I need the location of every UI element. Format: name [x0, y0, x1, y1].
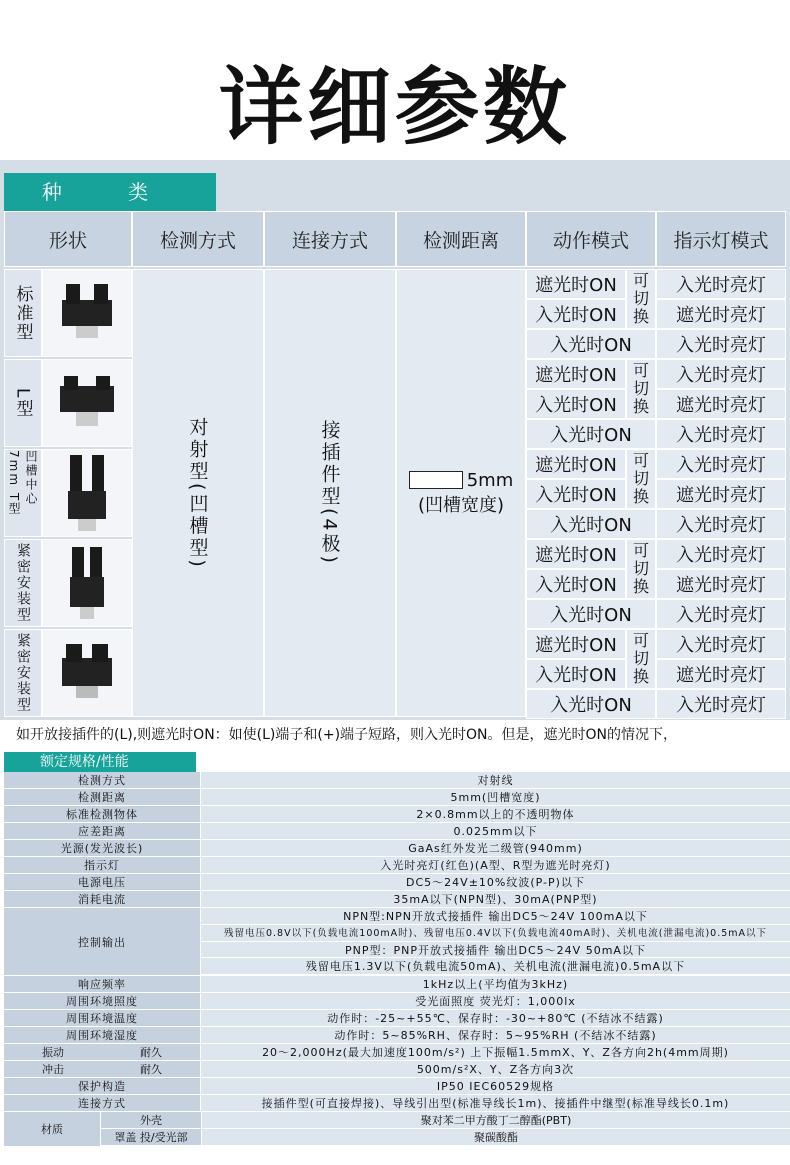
spec-value: 接插件型(可直接焊接)、导线引出型(标准导线长1m)、接插件中继型(标准导线长0.1m): [201, 1095, 790, 1112]
connection-method-text: 接插件型(4极): [318, 420, 341, 566]
switchable-cell: [626, 359, 656, 419]
spec-row: [4, 993, 790, 1010]
spec-key: 连接方式: [4, 1095, 201, 1112]
spec-row-shock: [4, 1061, 790, 1078]
spec-key: 消耗电流: [4, 891, 201, 908]
spec-key-pair: [4, 1061, 201, 1078]
spec-value: 动作时：-25~+55℃、保存时：-30~+80℃ (不结冰不结露): [201, 1010, 790, 1027]
mode-cell: 入光时ON: [526, 569, 626, 599]
mode-cell: 遮光时ON: [526, 269, 626, 299]
mode-cell: 入光时ON: [526, 689, 656, 719]
spec-value: DC5～24V±10%纹波(P-P)以下: [201, 874, 790, 891]
detection-distance-note: (凹槽宽度): [417, 494, 505, 516]
spec-key: 检测距离: [4, 789, 201, 806]
indicator-cell: 遮光时亮灯: [656, 569, 786, 599]
spec-value: 对射线: [201, 772, 790, 789]
spec-row: [4, 976, 790, 993]
mode-cell: 遮光时ON: [526, 359, 626, 389]
spec-row: [4, 823, 790, 840]
spec-key: 周围环境照度: [4, 993, 201, 1010]
indicator-cell: 入光时亮灯: [656, 509, 786, 539]
indicator-cell: 入光时亮灯: [656, 329, 786, 359]
mode-cell: 入光时ON: [526, 329, 656, 359]
mode-cell: 遮光时ON: [526, 539, 626, 569]
spec-value: 1kHz以上(平均值为3kHz): [201, 976, 790, 993]
spec-key: 材质: [4, 1112, 101, 1146]
switchable-cell: [626, 269, 656, 329]
spec-tab: 额定规格/性能: [4, 752, 196, 772]
header-shape: 形状: [4, 211, 132, 267]
spec-value: 2×0.8mm以上的不透明物体: [201, 806, 790, 823]
spec-row: [4, 1078, 790, 1095]
spec-key: 周围环境湿度: [4, 1027, 201, 1044]
header-detection-distance: 检测距离: [396, 211, 526, 267]
indicator-cell: 入光时亮灯: [656, 689, 786, 719]
spec-key: 冲击: [42, 1063, 64, 1076]
spec-row: [4, 857, 790, 874]
spec-value: IP50 IEC60529规格: [201, 1078, 790, 1095]
mode-cell: 入光时ON: [526, 299, 626, 329]
spec-key: 响应频率: [4, 976, 201, 993]
switchable-text: 可切换: [633, 271, 650, 326]
spec-key: 保护构造: [4, 1078, 201, 1095]
mode-cell: 入光时ON: [526, 389, 626, 419]
switchable-cell: [626, 629, 656, 689]
indicator-cell: 入光时亮灯: [656, 599, 786, 629]
indicator-cell: 遮光时亮灯: [656, 479, 786, 509]
material-subkeys: [101, 1112, 202, 1146]
spec-value: [201, 908, 790, 976]
mode-cell: 入光时ON: [526, 599, 656, 629]
spec-key: 指示灯: [4, 857, 201, 874]
spec-value: GaAs红外发光二级管(940mm): [201, 840, 790, 857]
spec-value: 5mm(凹槽宽度): [201, 789, 790, 806]
spec-value: 动作时：5~85%RH、保存时：5~95%RH (不结冰不结露): [201, 1027, 790, 1044]
spec-value: 20～2,000Hz(最大加速度100m/s²) 上下振幅1.5mmX、Y、Z各方向2h(4mm周期): [201, 1044, 790, 1061]
control-output-line: PNP型：PNP开放式接插件 输出DC5～24V 50mA以下: [201, 942, 790, 959]
spec-value: 聚碳酸酯: [202, 1129, 790, 1146]
material-values: [202, 1112, 790, 1146]
indicator-cell: 遮光时亮灯: [656, 389, 786, 419]
indicator-cell: 入光时亮灯: [656, 359, 786, 389]
mode-cell: 遮光时ON: [526, 449, 626, 479]
spec-row: [4, 806, 790, 823]
spec-key: 应差距离: [4, 823, 201, 840]
shape-label-groove-t-type: 凹槽中心7mm T型: [4, 449, 42, 537]
spec-row: [4, 1010, 790, 1027]
indicator-cell: 遮光时亮灯: [656, 659, 786, 689]
detection-distance-cell: [396, 269, 526, 717]
switchable-text: 可切换: [633, 541, 650, 596]
spec-key-pair: [4, 1044, 201, 1061]
spec-row: [4, 840, 790, 857]
control-output-line: 残留电压0.8V以下(负载电流100mA时)、残留电压0.4V以下(负载电流40mA时)、关机电流(泄漏电流)0.5mA以下: [201, 925, 790, 942]
mode-cell: 入光时ON: [526, 419, 656, 449]
header-detection-method: 检测方式: [132, 211, 264, 267]
header-indicator-mode: 指示灯模式: [656, 211, 786, 267]
detection-distance-value: 5mm: [466, 469, 514, 491]
indicator-cell: 入光时亮灯: [656, 539, 786, 569]
types-tab: 种 类: [4, 173, 216, 211]
sensor-photo-compact-2: [42, 629, 132, 717]
page-title: 详细参数: [218, 58, 571, 156]
sensor-photo-compact-1: [42, 539, 132, 627]
spec-value: 聚对苯二甲方酸丁二醇酯(PBT): [202, 1112, 790, 1129]
sensor-photo-standard: [42, 269, 132, 357]
header-operation-mode: 动作模式: [526, 211, 656, 267]
shape-label-l-type: L型: [4, 359, 42, 447]
header-connection-method: 连接方式: [264, 211, 396, 267]
spec-key: 标准检测物体: [4, 806, 201, 823]
spec-key: 周围环境温度: [4, 1010, 201, 1027]
spec-row: [4, 874, 790, 891]
groove-width-icon: [409, 471, 463, 489]
spec-value: 500m/s²X、Y、Z各方向3次: [201, 1061, 790, 1078]
spec-value: 35mA以下(NPN型)、30mA(PNP型): [201, 891, 790, 908]
spec-row-vibration: [4, 1044, 790, 1061]
spec-row: [4, 772, 790, 789]
detection-method-text: 对射型(凹槽型): [186, 416, 209, 570]
indicator-cell: 遮光时亮灯: [656, 299, 786, 329]
mode-cell: 入光时ON: [526, 659, 626, 689]
spec-row: [4, 891, 790, 908]
control-output-line: 残留电压1.3V以下(负载电流50mA)、关机电流(泄漏电流)0.5mA以下: [201, 958, 790, 975]
spec-subkey: 罩盖 投/受光部: [101, 1129, 201, 1146]
shape-label-compact-1: 紧密安装型: [4, 539, 42, 627]
shape-label-compact-2: 紧密安装型: [4, 629, 42, 717]
mode-cell: 入光时ON: [526, 479, 626, 509]
mode-cell: 入光时ON: [526, 509, 656, 539]
control-output-line: NPN型:NPN开放式接插件 输出DC5～24V 100mA以下: [201, 908, 790, 925]
spec-row-material: [4, 1112, 790, 1146]
spec-key: 检测方式: [4, 772, 201, 789]
switchable-text: 可切换: [633, 361, 650, 416]
spec-key: 振动: [42, 1046, 64, 1059]
spec-row: [4, 1027, 790, 1044]
spec-row: [4, 1095, 790, 1112]
spec-value: 受光面照度 荧光灯：1,000lx: [201, 993, 790, 1010]
switchable-cell: [626, 449, 656, 509]
spec-value: 入光时亮灯(红色)(A型、R型为遮光时亮灯): [201, 857, 790, 874]
indicator-cell: 入光时亮灯: [656, 419, 786, 449]
indicator-cell: 入光时亮灯: [656, 629, 786, 659]
spec-row: [4, 789, 790, 806]
sensor-photo-l-type: [42, 359, 132, 447]
switchable-text: 可切换: [633, 631, 650, 686]
spec-subkey: 耐久: [140, 1063, 162, 1076]
spec-row-control-output: [4, 908, 790, 976]
connection-method-cell: [264, 269, 396, 717]
spec-value: 0.025mm以下: [201, 823, 790, 840]
switchable-text: 可切换: [633, 451, 650, 506]
spec-key: 光源(发光波长): [4, 840, 201, 857]
indicator-cell: 入光时亮灯: [656, 269, 786, 299]
connector-note: 如开放接插件的(L),则遮光时ON：如使(L)端子和(+)端子短路，则入光时ON。但是，遮光时ON的情况下，: [0, 720, 790, 750]
spec-key: 控制输出: [4, 908, 201, 976]
spec-subkey: 外壳: [101, 1112, 201, 1129]
spec-subkey: 耐久: [140, 1046, 162, 1059]
detection-method-cell: [132, 269, 264, 717]
shape-label-standard: 标准型: [4, 269, 42, 357]
switchable-cell: [626, 539, 656, 599]
mode-cell: 遮光时ON: [526, 629, 626, 659]
spec-key: 电源电压: [4, 874, 201, 891]
indicator-cell: 入光时亮灯: [656, 449, 786, 479]
sensor-photo-groove-t-type: [42, 449, 132, 537]
